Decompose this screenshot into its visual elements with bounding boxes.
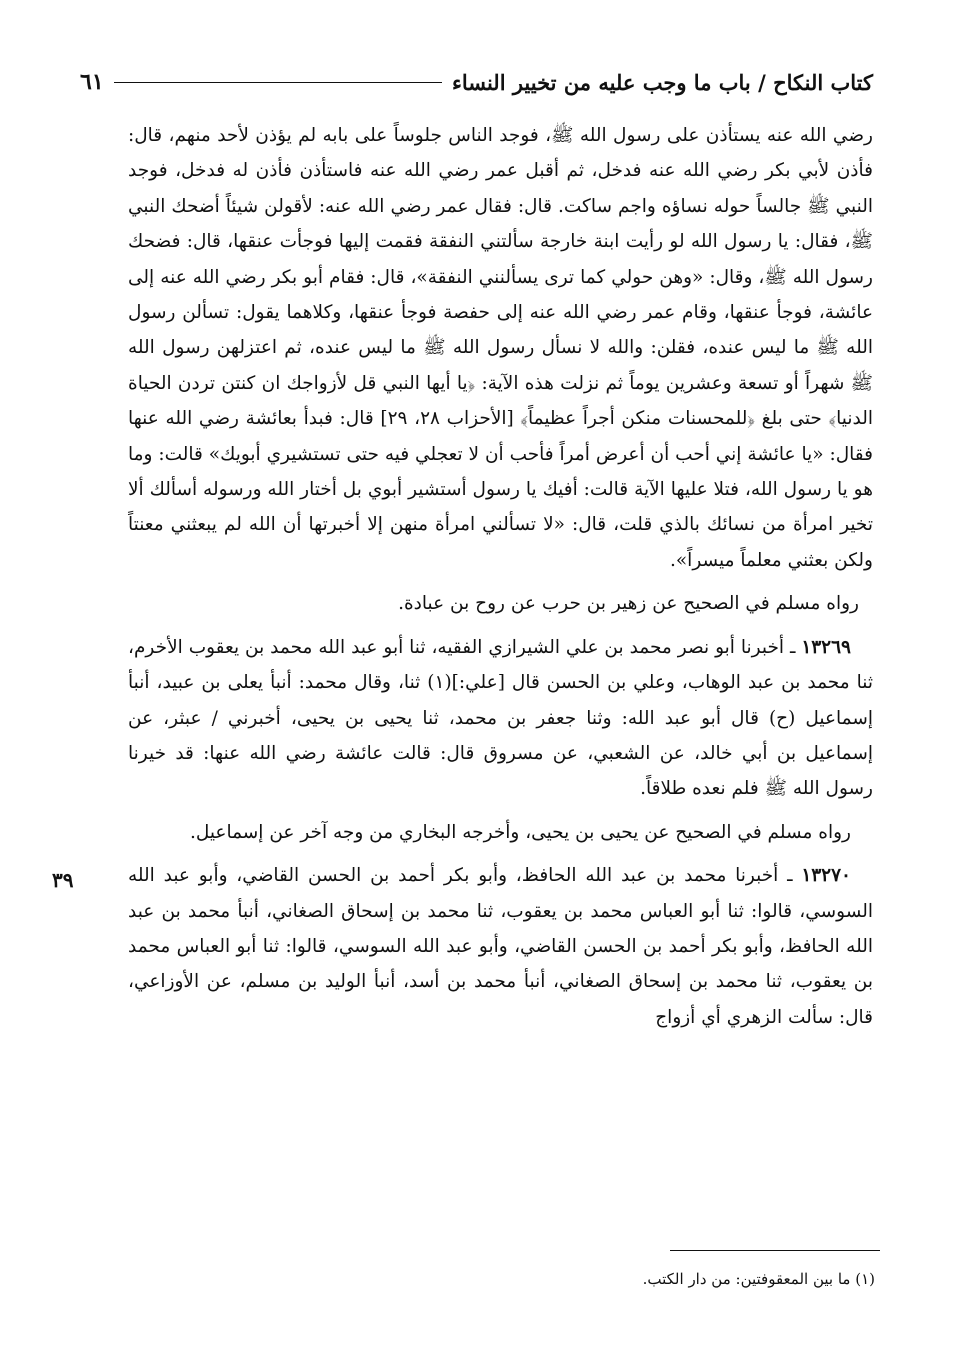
- footnote: (١) ما بين المعقوفتين: من دار الكتب.: [642, 1270, 875, 1288]
- hadith-text: ـ أخبرنا أبو نصر محمد بن علي الشيرازي الفقيه، ثنا أبو عبد الله محمد بن يعقوب الأخرم، ثنا محمد بن عبد الوهاب، وعلي بن الحسن قال [علي:](١) ثنا، وقال محمد: أنبأ يعلى بن عبيد، أنبأ إسماعيل (ح) قال أبو عبد الله: وثنا جعفر بن محمد، ثنا يحيى بن يحيى، أخبرني / عبثر، عن إسماعيل بن أبي خالد، عن الشعبي، عن مسروق قال: قالت عائشة رضي الله عنها: قد خيرنا رسول الله ﷺ فلم نعده طلاقاً.: [128, 636, 874, 800]
- running-header: [80, 62, 873, 102]
- hadith-13270: [128, 858, 873, 1035]
- footnote-rule: [670, 1250, 880, 1251]
- paragraph-continuation: رضي الله عنه يستأذن على رسول الله ﷺ، فوجد الناس جلوساً على بابه لم يؤذن لأحد منهم، قال: فأذن لأبي بكر رضي الله عنه فدخل، ثم أقبل عمر رضي الله عنه فاستأذن فأذن له فدخل، فوجد النبي ﷺ جالساً حوله نساؤه واجم ساكت. قال: فقال عمر رضي الله عنه: لأقولن شيئاً أضحك النبي ﷺ، فقال: يا رسول الله لو رأيت ابنة خارجة سألتني النفقة فقمت إليها فوجأت عنقها، قال: فضحك رسول الله ﷺ، وقال: «وهن حولي كما ترى يسألنني النفقة»، قال: فقام أبو بكر رضي الله عنه إلى عائشة، فوجأ عنقها، وقام عمر رضي الله عنه إلى حفصة فوجأ عنقها، وكلاهما يقول: تسألن رسول الله ﷺ ما ليس عنده، فقلن: والله لا نسأل رسول الله ﷺ ما ليس عنده، ثم اعتزلهن رسول الله ﷺ شهراً أو تسعة وعشرين يوماً ثم نزلت هذه الآية: ﴿يا أيها النبي قل لأزواجك ان كنتن تردن الحياة الدنيا﴾ حتى بلغ ﴿للمحسنات منكن أجراً عظيماً﴾ [الأحزاب ٢٨، ٢٩] قال: فبدأ بعائشة رضي الله عنها فقال: «يا عائشة إني أحب أن أعرض أمراً فأحب أن لا تعجلي فيه حتى تستشيري أبويك» قالت: وما هو يا رسول الله، فتلا عليها الآية قالت: أفيك يا رسول أستشير أبوي بل أختار الله ورسوله أسألك ألا تخير امرأة من نسائك بالذي قلت، قال: «لا تسألني امرأة منهن إلا أخبرتها أن الله لم يبعثني معنتاً ولكن بعثني معلماً ميسراً».: [128, 125, 873, 571]
- hadith-text: ـ أخبرنا محمد بن عبد الله الحافظ، وأبو بكر أحمد بن الحسن القاضي، وأبو عبد الله السوسي، قالوا: ثنا أبو العباس محمد بن يعقوب، ثنا محمد بن إسحاق الصغاني، أنبأ محمد بن عبد الله الحافظ، وأبو بكر أحمد بن الحسن القاضي، وأبو عبد الله السوسي، قالوا: ثنا أبو العباس محمد بن يعقوب، ثنا محمد بن إسحاق الصغاني، أنبأ محمد بن أسد، أنبأ الوليد بن مسلم، عن الأوزاعي، قال: سألت الزهري أي أزواج: [128, 865, 873, 1028]
- hadith-number: ١٣٢٦٩: [801, 636, 851, 658]
- hadith-number: ١٣٢٧٠: [801, 865, 851, 887]
- page-number: ٦١: [80, 69, 104, 95]
- paragraph-riwayah: رواه مسلم في الصحيح عن زهير بن حرب عن روح بن عبادة.: [398, 593, 859, 615]
- chapter-title: كتاب النكاح / باب ما وجب عليه من تخيير النساء: [451, 69, 873, 95]
- header-rule: [114, 82, 442, 83]
- paragraph-riwayah-2: رواه مسلم في الصحيح عن يحيى بن يحيى، وأخرجه البخاري من وجه آخر عن إسماعيل.: [189, 821, 851, 843]
- manuscript-margin-number: ٣٩: [52, 868, 74, 892]
- hadith-13269: [128, 630, 873, 807]
- main-text: [128, 118, 873, 1035]
